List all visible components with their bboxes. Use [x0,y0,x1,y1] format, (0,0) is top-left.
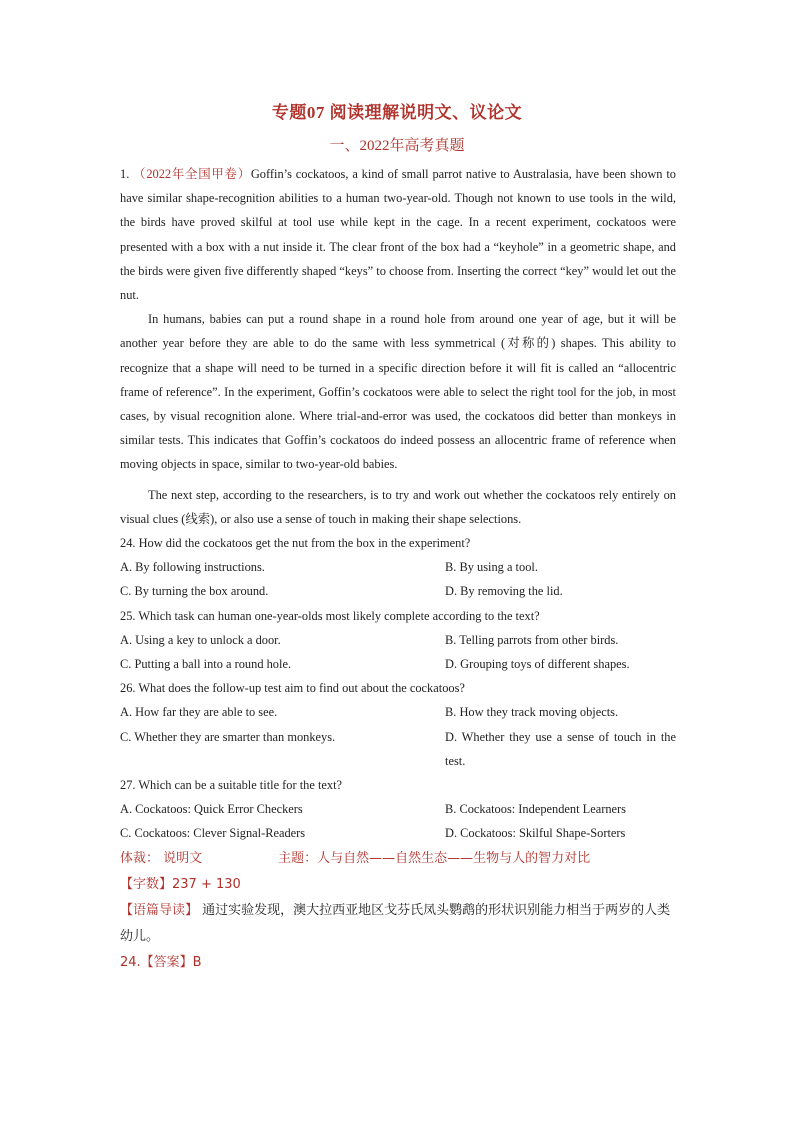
guide-label: 【语篇导读】 [120,902,199,918]
option-d: D. Grouping toys of different shapes. [445,657,630,672]
word-count: 【字数】237 + 130 [120,876,241,892]
option-d: D. By removing the lid. [445,584,563,599]
option-c: C. Cockatoos: Clever Signal-Readers [120,826,306,841]
theme-label: 主题：人与自然——自然生态——生物与人的智力对比 [278,850,591,866]
genre-theme-line [120,846,676,872]
passage-paragraph-2: In humans, babies can put a round shape in a round hole from around one year of age, but it will be another year before they are able to do the same with less symmetrical (对称的) shapes. This ability to recognize that a shape will need to be turned in a specific direction before it will fit is called an “allocentric frame of reference”. In the experiment, Goffin’s cockatoos were able to select the right tool for the job, in most cases, by visual recognition alone. Where trial-and-error was used, the cockatoos did better than monkeys in similar tests. This indicates that Goffin’s cockatoos do indeed possess an allocentric frame of reference when moving objects in space, similar to two-year-old babies. [120,312,676,472]
guide-text: 通过实验发现，澳大拉西亚地区戈芬氏凤头鹦鹉的形状识别能力相当于两岁的人类幼儿。 [120,902,671,944]
question-stem: 26. What does the follow-up test aim to find out about the cockatoos? [120,681,465,696]
option-d: D. Cockatoos: Skilful Shape-Sorters [445,826,626,841]
genre-label: 体裁： 说明文 [120,850,203,866]
option-b: B. By using a tool. [445,560,538,575]
option-a: A. By following instructions. [120,560,265,575]
option-a: A. Using a key to unlock a door. [120,632,281,647]
question-block-25 [120,604,676,677]
option-b: B. Cockatoos: Independent Learners [445,802,626,817]
option-c: C. Whether they are smarter than monkeys. [120,729,336,744]
option-b: B. How they track moving objects. [445,705,619,720]
question-block-24 [120,531,676,604]
source-tag: （2022年全国甲卷） [133,167,251,181]
question-number: 1. [120,167,130,181]
option-c: C. By turning the box around. [120,584,269,599]
reading-guide [120,898,676,950]
answer-line: 24.【答案】B [120,954,202,970]
passage-paragraph-3: The next step, according to the researchers, is to try and work out whether the cockatoos rely entirely on visual clues (线索), or also use a sense of touch in making their shape selections. [120,487,676,526]
paragraph-text: Goffin’s cockatoos, a kind of small parrot native to Australasia, have been shown to have similar shape-recognition abilities to a human two-year-old. Though not known to use tools in the wild, the birds have proved skilful at tool use while kept in the cage. In a recent experiment, cockatoos were presented with a box with a nut inside it. The clear front of the box had a “keyhole” in a geometric shape, and the birds were given five differently shaped “keys” to choose from. Inserting the correct “key” would let out the nut. [120,167,676,303]
option-c: C. Putting a ball into a round hole. [120,657,292,672]
passage-paragraph-1 [120,162,676,307]
page-title: 专题07 阅读理解说明文、议论文 [271,103,523,122]
option-b: B. Telling parrots from other birds. [445,632,619,647]
question-stem: 24. How did the cockatoos get the nut from the box in the experiment? [120,536,471,551]
question-block-26 [120,676,676,773]
question-stem: 27. Which can be a suitable title for the text? [120,778,343,793]
document-body [120,162,676,976]
option-a: A. How far they are able to see. [120,705,278,720]
question-block-27 [120,773,676,846]
question-stem: 25. Which task can human one-year-olds most likely complete according to the text? [120,608,540,623]
option-a: A. Cockatoos: Quick Error Checkers [120,802,303,817]
section-subtitle: 一、2022年高考真题 [329,138,465,154]
option-d: D. Whether they use a sense of touch in the test. [445,729,676,768]
